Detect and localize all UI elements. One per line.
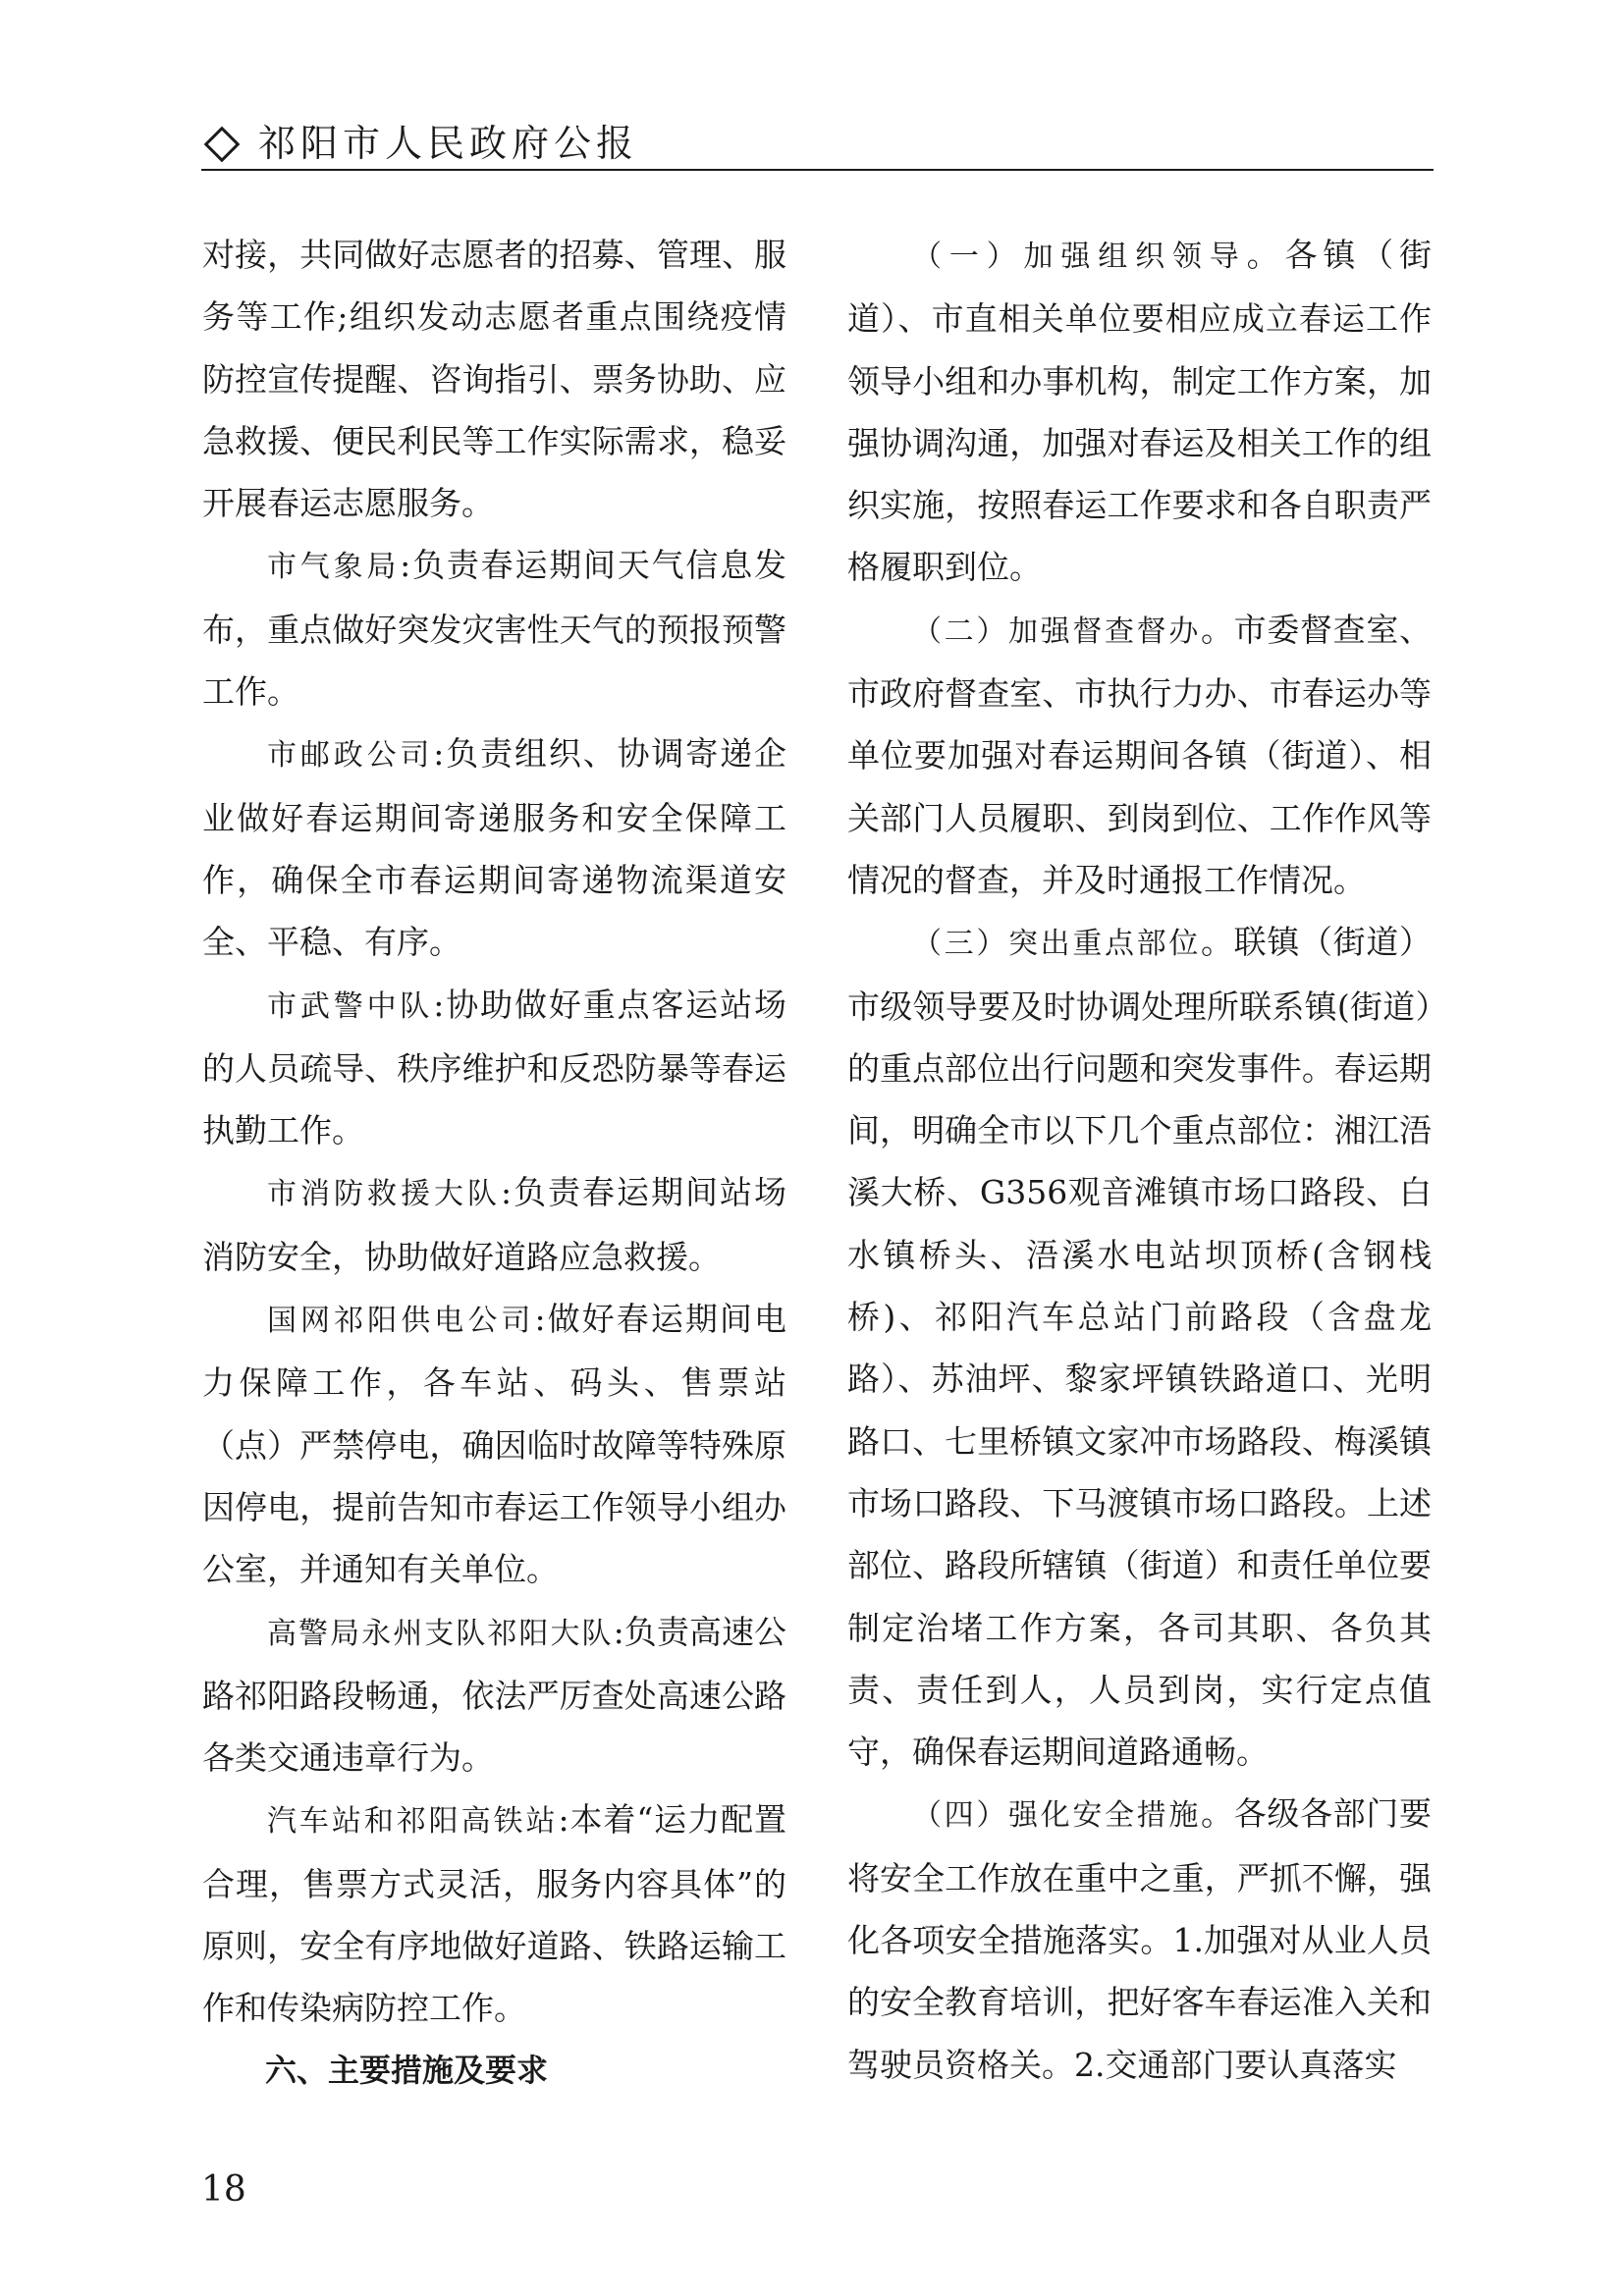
paragraph-supervision bbox=[847, 599, 1432, 911]
paragraph-body: :本着“运力配置合理，售票方式灵活，服务内容具体”的原则，安全有序地做好道路、铁路运输工作和传染病防控工作。 bbox=[202, 1800, 786, 2028]
right-column bbox=[847, 224, 1432, 2096]
paragraph-armed-police bbox=[202, 974, 786, 1162]
paragraph-lead: 汽车站和祁阳高铁站 bbox=[267, 1804, 559, 1840]
paragraph-body: :负责春运期间站场消防安全，协助做好道路应急救援。 bbox=[202, 1173, 787, 1276]
paragraph-postal-company bbox=[202, 722, 786, 973]
diamond-icon bbox=[204, 127, 241, 163]
left-column bbox=[202, 224, 786, 2102]
header-rule bbox=[201, 169, 1434, 171]
paragraph-lead: （二）加强督查督办 bbox=[912, 614, 1201, 649]
paragraph-lead: 市武警中队 bbox=[267, 988, 434, 1024]
paragraph-body: 。各级各部门要将安全工作放在重中之重，严抓不懈，强化各项安全措施落实。1.加强对从业人员的安全教育培训，把好客车春运准入关和驾驶员资格关。2.交通部门要认真落实 bbox=[847, 1794, 1433, 2084]
paragraph-power-supply bbox=[202, 1288, 786, 1600]
page-header bbox=[201, 116, 1434, 171]
paragraph-lead: 国网祁阳供电公司 bbox=[267, 1304, 535, 1339]
paragraph-lead: 市气象局 bbox=[267, 550, 401, 585]
publication-title: 祁阳市人民政府公报 bbox=[258, 122, 639, 165]
paragraph-body: :负责组织、协调寄递企业做好春运期间寄递服务和安全保障工作，确保全市春运期间寄递物流渠道安全、平稳、有序。 bbox=[202, 734, 786, 962]
paragraph-body: :做好春运期间电力保障工作，各车站、码头、售票站（点）严禁停电，确因临时故障等特殊原因停电，提前告知市春运工作领导小组办公室，并通知有关单位。 bbox=[202, 1300, 786, 1589]
page-number: 18 bbox=[201, 2169, 246, 2210]
paragraph-lead: （一）加强组织领导 bbox=[912, 240, 1247, 274]
paragraph-body: 。各镇（街道）、市直相关单位要相应成立春运工作领导小组和办事机构，制定工作方案，加强协调沟通，加强对春运及相关工作的组织实施，按照春运工作要求和各自职责严格履职到位。 bbox=[847, 236, 1433, 587]
paragraph-body: 。联镇（街道）市级领导要及时协调处理所联系镇(街道）的重点部位出行问题和突发事件。春运期间，明确全市以下几个重点部位：湘江浯溪大桥、G356观音滩镇市场口路段、白水镇桥头、浯溪水电站坝顶桥(含钢栈桥)、祁阳汽车总站门前路段（含盘龙路）、苏油坪、黎家坪镇铁路道口、光明路口、七里桥镇文家冲市场路段、梅溪镇市场口路段、下马渡镇市场口路段。上述部位、路段所辖镇（街道）和责任单位要制定治堵工作方案，各司其职、各负其责、责任到人，人员到岗，实行定点值守，确保春运期间道路通畅。 bbox=[847, 923, 1433, 1772]
paragraph-body: 。市委督查室、市政府督查室、市执行力办、市春运办等单位要加强对春运期间各镇（街道）、相关部门人员履职、到岗到位、工作作风等情况的督查，并及时通报工作情况。 bbox=[847, 610, 1433, 899]
section-heading: 六、主要措施及要求 bbox=[265, 2051, 549, 2089]
paragraph-continued: 对接，共同做好志愿者的招募、管理、服务等工作;组织发动志愿者重点围绕疫情防控宣传提醒、咨询指引、票务协助、应急救援、便民利民等工作实际需求，稳妥开展春运志愿服务。 bbox=[202, 236, 786, 523]
paragraph-safety-measures bbox=[847, 1783, 1432, 2095]
paragraph-organization bbox=[847, 224, 1432, 599]
paragraph-lead: 市消防救援大队 bbox=[267, 1177, 501, 1212]
paragraph-highway-police bbox=[202, 1601, 786, 1789]
paragraph-weather-bureau bbox=[202, 534, 786, 722]
paragraph-body: :协助做好重点客运站场的人员疏导、秩序维护和反恐防暴等春运执勤工作。 bbox=[202, 985, 786, 1150]
paragraph-lead: 市邮政公司 bbox=[267, 738, 434, 774]
paragraph-lead: （三）突出重点部位 bbox=[912, 927, 1201, 962]
paragraph-lead: 高警局永州支队祁阳大队 bbox=[267, 1616, 614, 1651]
paragraph-body: :负责高速公路祁阳路段畅通，依法严厉查处高速公路各类交通违章行为。 bbox=[202, 1612, 787, 1778]
paragraph-lead: （四）强化安全措施 bbox=[912, 1798, 1201, 1834]
paragraph-fire-rescue bbox=[202, 1161, 786, 1288]
paragraph-body: :负责春运期间天气信息发布，重点做好突发灾害性天气的预报预警工作。 bbox=[202, 546, 786, 712]
paragraph-key-locations bbox=[847, 911, 1432, 1783]
paragraph-stations bbox=[202, 1789, 786, 2039]
